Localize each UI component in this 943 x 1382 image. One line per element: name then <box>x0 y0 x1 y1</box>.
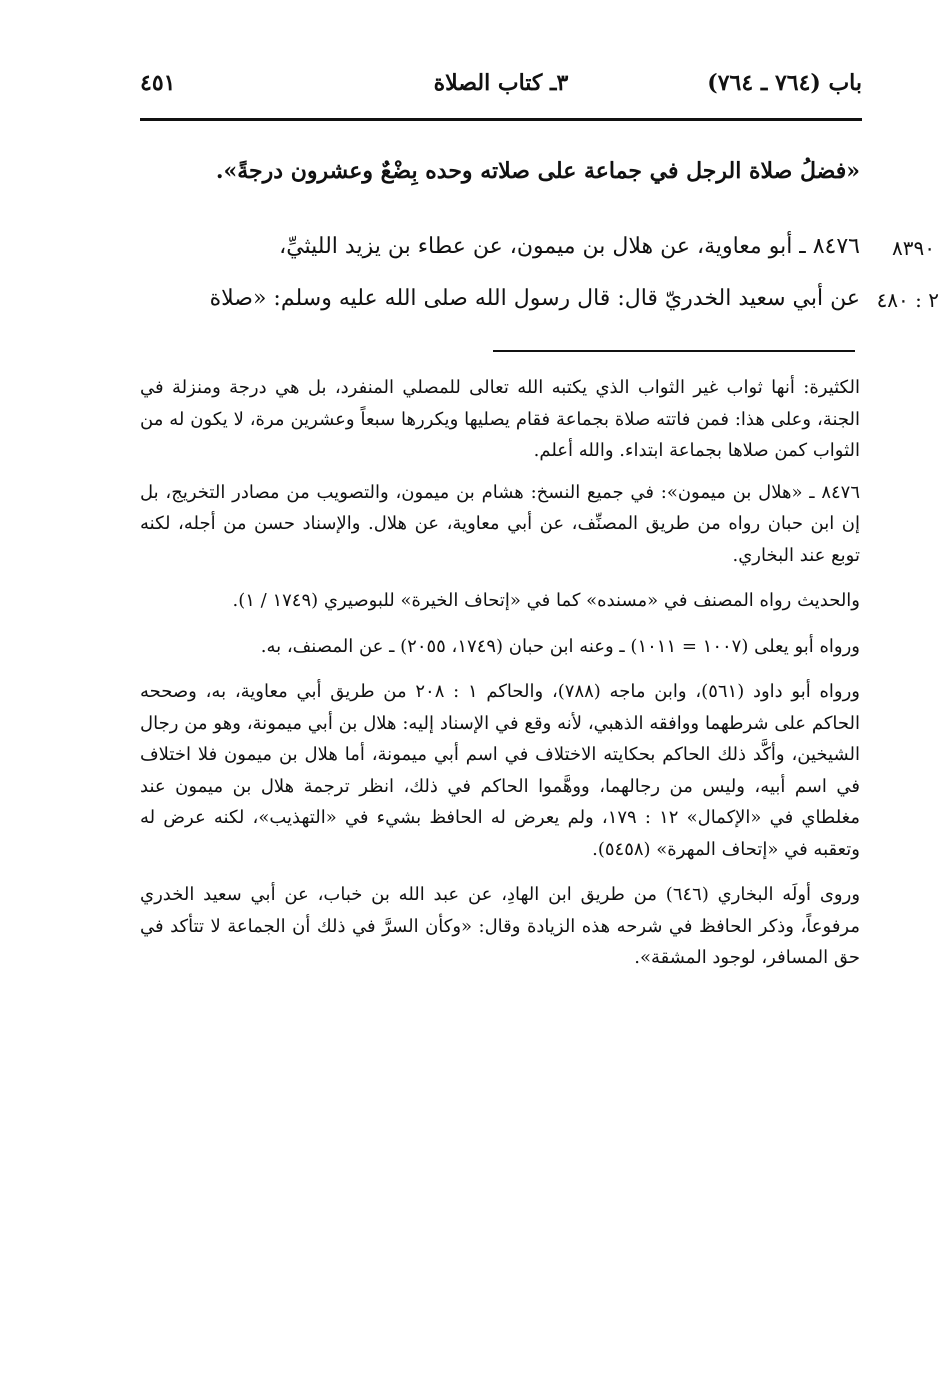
margin-reference-1: ٨٣٩٠ <box>892 236 935 260</box>
footnote-paragraph: ورواه أبو يعلى (١٠٠٧ = ١٠١١) ـ وعنه ابن حبان (١٧٤٩، ٢٠٥٥) ـ عن المصنف، به. <box>260 635 860 657</box>
hadith-line-2: عن أبي سعيد الخدريّ قال: قال رسول الله صلى الله عليه وسلم: «صلاة <box>209 286 860 311</box>
margin-reference-2: ٢ : ٤٨٠ <box>876 288 939 312</box>
footnotes <box>140 372 860 988</box>
footnote-paragraph: وروى أولَه البخاري (٦٤٦) من طريق ابن الهادِ، عن عبد الله بن خباب، عن أبي سعيد الخدري مرفوعاً، وذكر الحافظ في شرحه هذه الزيادة وقال: «وكأن السرَّ في ذلك أن الجماعة لا تتأكد في حق المسافر، لوجود المشقة». <box>140 884 861 968</box>
footnote-paragraph: ٨٤٧٦ ـ «هلال بن ميمون»: في جميع النسخ: هشام بن ميمون، والتصويب من مصادر التخريج، بل إن ابن حبان رواه من طريق المصنِّف، عن أبي معاوية، عن هلال. والإسناد حسن من أجله، لكنه توبع عند البخاري. <box>140 481 860 566</box>
hadith-continuation: «فضلُ صلاة الرجل في جماعة على صلاته وحده بِضْعٌ وعشرون درجةً». <box>215 158 860 184</box>
chapter-range: باب (٧٦٤ ـ ٧٦٤) <box>707 70 862 96</box>
running-header <box>140 70 862 110</box>
header-divider <box>140 118 862 121</box>
footnote-divider <box>493 350 855 352</box>
footnote-paragraph: والحديث رواه المصنف في «مسنده» كما في «إتحاف الخيرة» للبوصيري (١٧٤٩ / ١). <box>232 590 860 611</box>
footnote-paragraph: الكثيرة: أنها ثواب غير الثواب الذي يكتبه الله تعالى للمصلي المنفرد، بل هي درجة ومنزلة في الجنة، وعلى هذا: فمن فاتته صلاة بجماعة فقام يصليها ويكررها سبعاً وعشرين مرة، لا يكون له من الثواب كمن صلاها بجماعة ابتداء. والله أعلم. <box>140 377 860 461</box>
page-number: ٤٥١ <box>140 70 176 96</box>
book-title: ٣ـ كتاب الصلاة <box>433 70 569 96</box>
footnote-paragraph: ورواه أبو داود (٥٦١)، وابن ماجه (٧٨٨)، والحاكم ١ : ٢٠٨ من طريق أبي معاوية، به، وصححه الحاكم على شرطهما ووافقه الذهبي، لأنه وقع في الإسناد إليه: هلال بن أبي ميمونة، وهو من رجال الشيخين، وأكَّد ذلك الحاكم بحكايته الاختلاف في اسم أبي ميمونة، أما هلال بن ميمون فلا اختلاف في اسم أبيه، وليس من رجالهما، ووهَّموا الحاكم في ذلك، انظر ترجمة هلال بن ميمون عند مغلطاي في «الإكمال» ١٢ : ١٧٩، ولم يعرض له الحافظ بشيء في «التهذيب»، لكنه عرض له وتعقبه في «إتحاف المهرة» (٥٤٥٨). <box>140 681 860 860</box>
hadith-line-1: ٨٤٧٦ ـ أبو معاوية، عن هلال بن ميمون، عن عطاء بن يزيد الليثيِّ، <box>279 234 860 259</box>
